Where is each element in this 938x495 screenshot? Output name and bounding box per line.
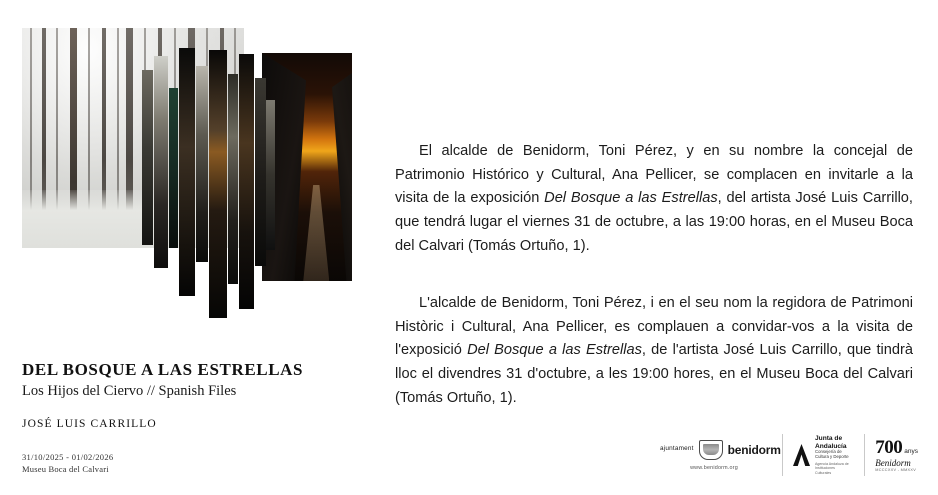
spanish-text-part2: , del artista José Luis Carrillo, que tendrá lugar el viernes 31 de octubre, a las 19:00 horas, en el Museu Boca del Calvari (Tomás Ortuño, 1). <box>395 190 913 254</box>
ajuntament-label: ajuntament <box>660 445 694 453</box>
exhibition-dates: 31/10/2025 - 01/02/2026 <box>22 452 114 462</box>
junta-department: Consejería de Cultura y Deporte <box>815 449 849 460</box>
catalan-exhibition-title: Del Bosque a las Estrellas <box>467 342 642 359</box>
benidorm-wordmark: benidorm <box>727 442 781 457</box>
junta-arrow-icon <box>793 444 810 466</box>
invitation-paragraph-spanish <box>395 140 913 258</box>
benidorm-shield-icon <box>699 440 723 460</box>
invitation-paragraph-catalan <box>395 292 913 410</box>
artwork-collage <box>22 28 352 318</box>
anniversary-benidorm-script: Benidorm <box>875 458 911 468</box>
exhibition-title: DEL BOSQUE A LAS ESTRELLAS <box>22 360 304 379</box>
anniversary-number: 700 <box>875 437 903 458</box>
junta-title: Junta de Andalucía <box>815 435 847 450</box>
catalan-text-part2: , de l'artista José Luis Carrillo, que tindrà lloc el divendres 31 d'octubre, a les 19:00 hores, en el Museu Boca del Calvari (Tomás Ortuño, 1). <box>395 342 913 406</box>
benidorm-website-url: www.benidorm.org <box>690 464 738 471</box>
poster-artwork-column <box>22 28 352 474</box>
catalan-text-part1: L'alcalde de Benidorm, Toni Pérez, i en el seu nom la regidora de Patrimoni Històric i Cultural, Ana Pellicer, es complauen a convidar-vos a la visita de l'exposició <box>395 295 913 359</box>
anniversary-anys-label: anys <box>904 448 918 455</box>
junta-agency: Agencia Andaluza de Instituciones Culturales <box>815 462 849 475</box>
vertical-shard-strips <box>142 48 277 318</box>
ajuntament-benidorm-logo <box>660 434 781 476</box>
benidorm-700-anniversary-logo <box>864 434 918 476</box>
anniversary-years-roman: MCCCXXV - MMXXV <box>875 468 917 472</box>
exhibition-venue: Museu Boca del Calvari <box>22 464 109 474</box>
invitation-text-column <box>395 140 913 444</box>
logo-strip <box>660 432 918 478</box>
exhibition-subtitle: Los Hijos del Ciervo // Spanish Files <box>22 383 237 399</box>
poster-text-block <box>22 360 362 474</box>
spanish-text-part1: El alcalde de Benidorm, Toni Pérez, y en su nombre la concejal de Patrimonio Histórico y Cultural, Ana Pellicer, se complacen en invitarle a la visita de la exposición <box>395 143 913 207</box>
spanish-exhibition-title: Del Bosque a las Estrellas <box>544 190 718 207</box>
junta-de-andalucia-logo <box>782 434 850 476</box>
artist-name: JOSÉ LUIS CARRILLO <box>22 418 157 430</box>
